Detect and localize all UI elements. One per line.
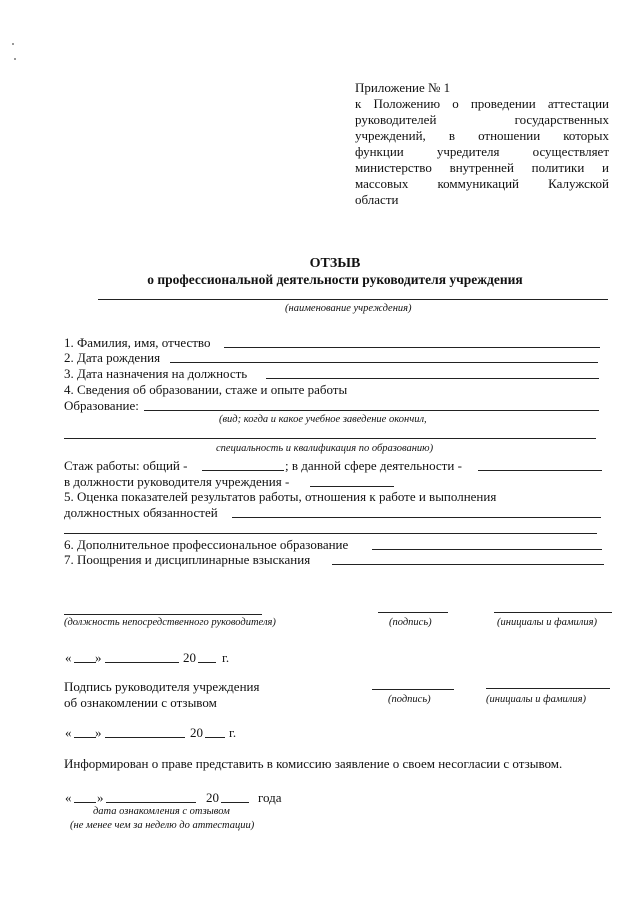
ack-date-caption: дата ознакомления с отзывом <box>93 806 230 817</box>
additional-education-label: 6. Дополнительное профессиональное образование <box>64 537 349 552</box>
year-suffix: г. <box>222 650 230 665</box>
evaluation-label: 5. Оценка показателей результатов работы, отношения к работе и выполнения <box>64 489 497 504</box>
head-initials-field[interactable] <box>486 688 610 689</box>
evaluation-label-2: должностных обязанностей <box>64 505 218 520</box>
education-field-2[interactable] <box>64 438 596 439</box>
informed-statement: Информирован о праве представить в комиссию заявление о своем несогласии с отзывом. <box>64 756 563 771</box>
appendix-line: руководителей государственных <box>355 112 609 127</box>
appendix-line: учреждений, в отношении которых <box>355 128 609 143</box>
supervisor-initials-caption: (инициалы и фамилия) <box>497 617 598 628</box>
day-field[interactable] <box>74 802 96 803</box>
month-field[interactable] <box>105 737 185 738</box>
year-word: года <box>258 790 282 805</box>
year-field[interactable] <box>198 662 216 663</box>
year-field[interactable] <box>205 737 225 738</box>
year-prefix: 20 <box>183 650 196 665</box>
additional-education-field[interactable] <box>372 549 602 550</box>
experience-general-field[interactable] <box>202 470 284 471</box>
appointment-date-field[interactable] <box>266 378 599 379</box>
date-open-quote: « <box>65 790 72 805</box>
appointment-date-label: 3. Дата назначения на должность <box>64 366 248 381</box>
birth-date-field[interactable] <box>170 362 598 363</box>
rewards-field[interactable] <box>332 564 604 565</box>
experience-position-label: в должности руководителя учреждения - <box>64 474 290 489</box>
appendix-line: функции учредителя осуществляет <box>355 144 609 159</box>
experience-sphere-field[interactable] <box>478 470 602 471</box>
appendix-line: к Положению о проведении аттестации <box>355 96 609 111</box>
ack-date-note: (не менее чем за неделю до аттестации) <box>70 820 255 831</box>
education-header-label: 4. Сведения об образовании, стаже и опыте работы <box>64 382 348 397</box>
education-caption: (вид; когда и какое учебное заведение окончил, <box>219 414 427 425</box>
evaluation-field-2[interactable] <box>64 533 597 534</box>
education-field[interactable] <box>144 410 599 411</box>
scan-speck <box>14 58 16 60</box>
document-title: ОТЗЫВ <box>309 256 361 271</box>
day-field[interactable] <box>74 662 96 663</box>
experience-sphere-label: ; в данной сфере деятельности - <box>285 458 462 473</box>
scan-speck <box>12 43 14 45</box>
appendix-title: Приложение № 1 <box>355 80 451 95</box>
rewards-label: 7. Поощрения и дисциплинарные взыскания <box>64 552 311 567</box>
supervisor-signature-field[interactable] <box>378 612 448 613</box>
supervisor-initials-field[interactable] <box>494 612 612 613</box>
month-field[interactable] <box>105 662 179 663</box>
experience-position-field[interactable] <box>310 486 394 487</box>
appendix-line: министерство внутренней политики и <box>355 160 609 175</box>
head-acknowledge-label-2: об ознакомлении с отзывом <box>64 695 217 710</box>
head-signature-caption: (подпись) <box>388 694 431 705</box>
experience-general-label: Стаж работы: общий - <box>64 458 188 473</box>
supervisor-position-field[interactable] <box>64 614 262 615</box>
appendix-line: области <box>355 192 399 207</box>
day-field[interactable] <box>74 737 96 738</box>
full-name-label: 1. Фамилия, имя, отчество <box>64 335 211 350</box>
institution-name-field[interactable] <box>98 299 608 300</box>
year-prefix: 20 <box>206 790 219 805</box>
supervisor-position-caption: (должность непосредственного руководителя) <box>64 617 276 628</box>
education-caption-2: специальность и квалификация по образованию) <box>216 443 434 454</box>
head-initials-caption: (инициалы и фамилия) <box>486 694 587 705</box>
date-close-quote: » <box>95 650 102 665</box>
date-close-quote: » <box>97 790 104 805</box>
date-close-quote: » <box>95 725 102 740</box>
head-acknowledge-label: Подпись руководителя учреждения <box>64 679 260 694</box>
full-name-field[interactable] <box>224 347 600 348</box>
appendix-line: массовых коммуникаций Калужской <box>355 176 609 191</box>
date-open-quote: « <box>65 725 72 740</box>
year-field[interactable] <box>221 802 249 803</box>
date-open-quote: « <box>65 650 72 665</box>
supervisor-signature-caption: (подпись) <box>389 617 432 628</box>
evaluation-field[interactable] <box>232 517 601 518</box>
document-subtitle: о профессиональной деятельности руководителя учреждения <box>147 272 523 287</box>
education-label: Образование: <box>64 398 139 413</box>
year-prefix: 20 <box>190 725 203 740</box>
head-signature-field[interactable] <box>372 689 454 690</box>
birth-date-label: 2. Дата рождения <box>64 350 161 365</box>
institution-caption: (наименование учреждения) <box>285 303 412 314</box>
month-field[interactable] <box>106 802 196 803</box>
year-suffix: г. <box>229 725 237 740</box>
